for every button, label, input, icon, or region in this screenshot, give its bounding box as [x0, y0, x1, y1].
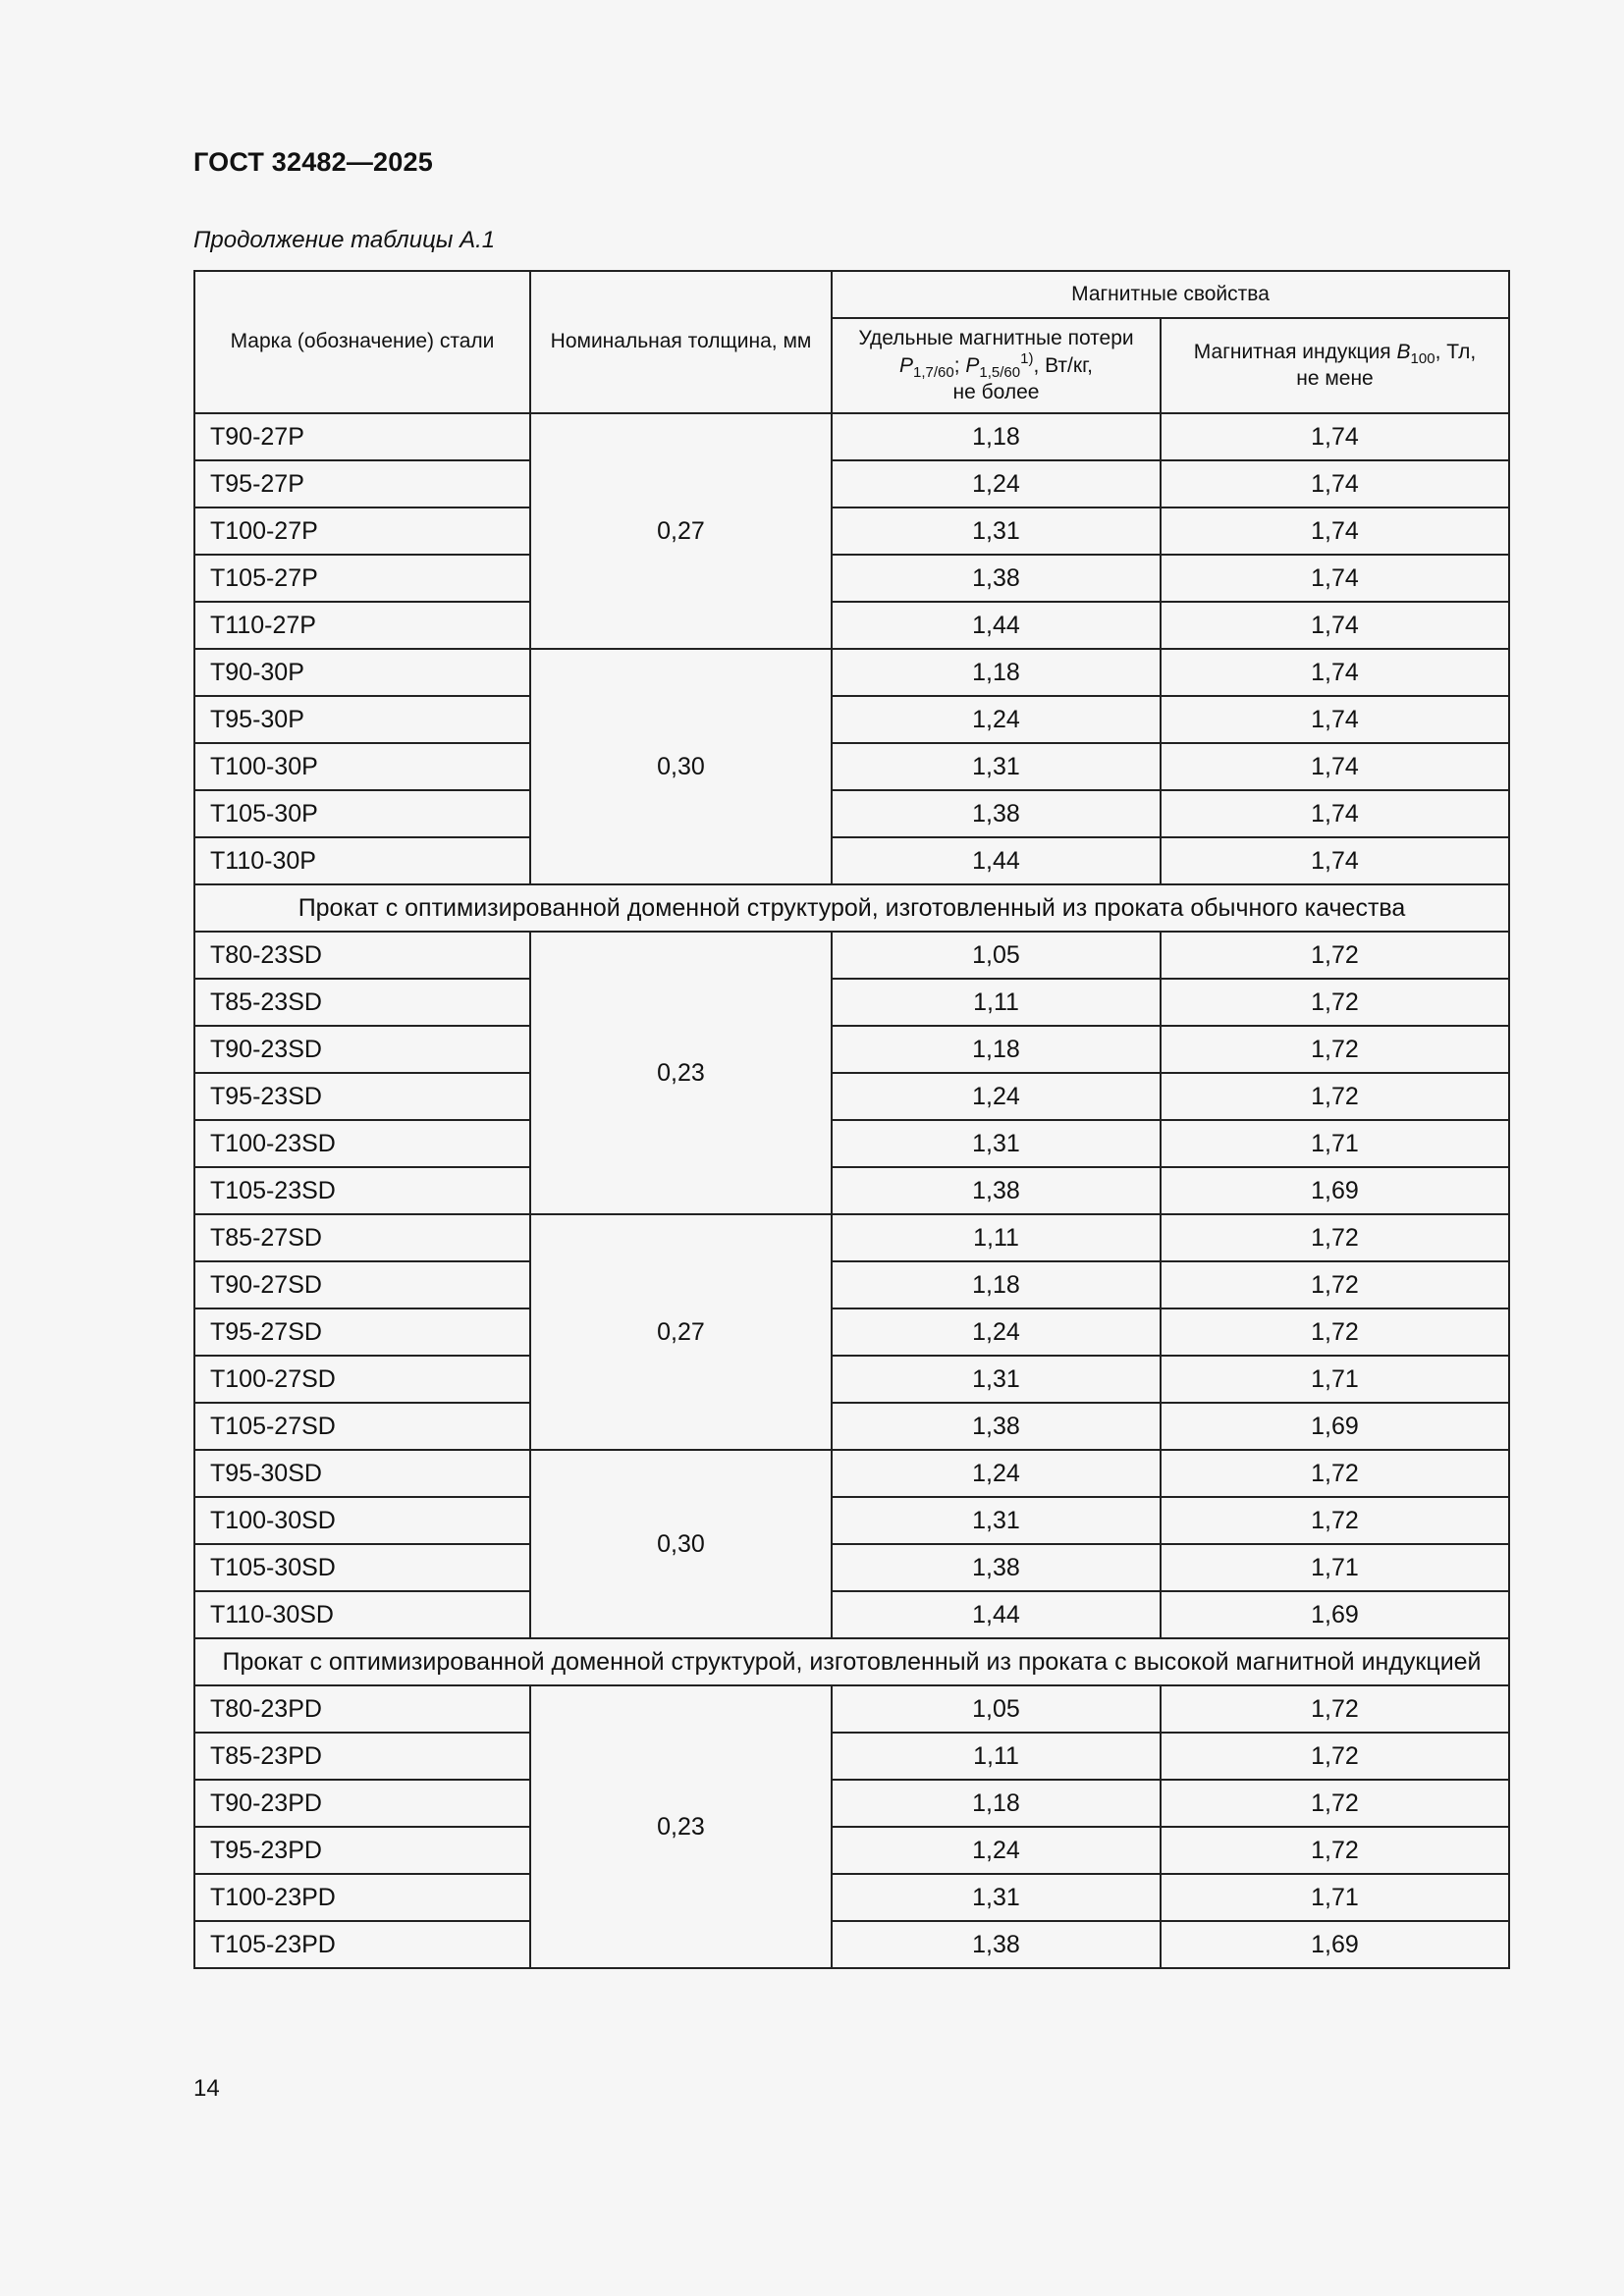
- steel-grade-cell: Т85-27SD: [194, 1214, 530, 1261]
- steel-grade-cell: Т90-23SD: [194, 1026, 530, 1073]
- specific-loss-cell: 1,24: [832, 1308, 1161, 1356]
- steel-grade-cell: Т105-23PD: [194, 1921, 530, 1968]
- steel-properties-table: [193, 270, 1510, 1969]
- steel-grade-cell: Т100-30SD: [194, 1497, 530, 1544]
- steel-grade-cell: Т100-27Р: [194, 507, 530, 555]
- specific-loss-cell: 1,31: [832, 507, 1161, 555]
- specific-loss-cell: 1,24: [832, 696, 1161, 743]
- table-row: [194, 696, 1509, 743]
- steel-grade-cell: Т80-23SD: [194, 932, 530, 979]
- steel-grade-cell: Т105-23SD: [194, 1167, 530, 1214]
- induction-cell: 1,69: [1161, 1167, 1509, 1214]
- steel-grade-cell: Т100-23SD: [194, 1120, 530, 1167]
- specific-loss-cell: 1,31: [832, 1497, 1161, 1544]
- page-number: 14: [193, 2075, 220, 2102]
- specific-loss-cell: 1,44: [832, 602, 1161, 649]
- steel-grade-cell: Т110-27Р: [194, 602, 530, 649]
- induction-cell: 1,74: [1161, 837, 1509, 884]
- specific-loss-cell: 1,05: [832, 932, 1161, 979]
- table-row: [194, 1497, 1509, 1544]
- specific-loss-cell: 1,38: [832, 555, 1161, 602]
- specific-loss-cell: 1,38: [832, 1167, 1161, 1214]
- table-row: [194, 649, 1509, 696]
- specific-loss-cell: 1,38: [832, 1403, 1161, 1450]
- induction-cell: 1,74: [1161, 790, 1509, 837]
- steel-grade-cell: Т100-23PD: [194, 1874, 530, 1921]
- losses-suffix: не более: [952, 381, 1040, 404]
- induction-cell: 1,74: [1161, 555, 1509, 602]
- specific-loss-cell: 1,31: [832, 1356, 1161, 1403]
- specific-loss-cell: 1,24: [832, 460, 1161, 507]
- induction-cell: 1,71: [1161, 1874, 1509, 1921]
- table-row: [194, 1780, 1509, 1827]
- steel-grade-cell: Т95-23SD: [194, 1073, 530, 1120]
- induction-cell: 1,72: [1161, 979, 1509, 1026]
- specific-loss-cell: 1,05: [832, 1685, 1161, 1733]
- steel-grade-cell: Т90-27SD: [194, 1261, 530, 1308]
- induction-cell: 1,72: [1161, 1308, 1509, 1356]
- table-row: [194, 507, 1509, 555]
- table-row: [194, 1921, 1509, 1968]
- steel-grade-cell: Т110-30Р: [194, 837, 530, 884]
- table-row: [194, 1120, 1509, 1167]
- table-row: [194, 979, 1509, 1026]
- document-title: ГОСТ 32482—2025: [193, 147, 433, 177]
- induction-subscript: 100: [1410, 349, 1435, 367]
- section-title: Прокат с оптимизированной доменной структурой, изготовленный из проката обычного качества: [194, 884, 1509, 932]
- specific-loss-cell: 1,24: [832, 1073, 1161, 1120]
- table-row: [194, 1073, 1509, 1120]
- induction-cell: 1,74: [1161, 743, 1509, 790]
- specific-loss-cell: 1,18: [832, 1261, 1161, 1308]
- table-row: [194, 1167, 1509, 1214]
- table-row: [194, 1356, 1509, 1403]
- losses-unit: , Вт/кг,: [1033, 353, 1094, 377]
- induction-cell: 1,72: [1161, 1733, 1509, 1780]
- induction-cell: 1,72: [1161, 1497, 1509, 1544]
- table-row: [194, 790, 1509, 837]
- induction-cell: 1,74: [1161, 507, 1509, 555]
- specific-loss-cell: 1,44: [832, 837, 1161, 884]
- steel-grade-cell: Т95-27Р: [194, 460, 530, 507]
- thickness-cell: 0,27: [530, 413, 832, 649]
- specific-loss-cell: 1,18: [832, 413, 1161, 460]
- induction-cell: 1,74: [1161, 602, 1509, 649]
- section-row: [194, 1638, 1509, 1685]
- losses-footnote: 1): [1020, 349, 1034, 367]
- specific-loss-cell: 1,31: [832, 1874, 1161, 1921]
- thickness-cell: 0,30: [530, 1450, 832, 1638]
- header-magnetic-properties: Магнитные свойства: [832, 271, 1509, 318]
- induction-cell: 1,72: [1161, 1685, 1509, 1733]
- steel-grade-cell: Т105-27SD: [194, 1403, 530, 1450]
- induction-cell: 1,69: [1161, 1403, 1509, 1450]
- steel-grade-cell: Т95-30SD: [194, 1450, 530, 1497]
- steel-grade-cell: Т105-30Р: [194, 790, 530, 837]
- losses-symbol-1: P: [898, 353, 913, 377]
- table-row: [194, 837, 1509, 884]
- steel-grade-cell: Т90-27Р: [194, 413, 530, 460]
- steel-grade-cell: Т105-30SD: [194, 1544, 530, 1591]
- induction-cell: 1,72: [1161, 1026, 1509, 1073]
- table-header-row: [194, 271, 1509, 318]
- header-specific-losses: [832, 318, 1161, 413]
- steel-grade-cell: Т95-23PD: [194, 1827, 530, 1874]
- table-row: [194, 1308, 1509, 1356]
- section-title: Прокат с оптимизированной доменной структурой, изготовленный из проката с высокой магнитной индукцией: [194, 1638, 1509, 1685]
- table-row: [194, 1261, 1509, 1308]
- steel-grade-cell: Т85-23PD: [194, 1733, 530, 1780]
- induction-symbol: B: [1396, 340, 1411, 363]
- steel-grade-cell: Т90-30Р: [194, 649, 530, 696]
- table-row: [194, 1544, 1509, 1591]
- induction-cell: 1,74: [1161, 649, 1509, 696]
- induction-cell: 1,69: [1161, 1921, 1509, 1968]
- steel-grade-cell: Т85-23SD: [194, 979, 530, 1026]
- induction-cell: 1,71: [1161, 1544, 1509, 1591]
- specific-loss-cell: 1,24: [832, 1827, 1161, 1874]
- table-row: [194, 602, 1509, 649]
- steel-grade-cell: Т110-30SD: [194, 1591, 530, 1638]
- steel-grade-cell: Т80-23PD: [194, 1685, 530, 1733]
- table-caption: Продолжение таблицы А.1: [193, 227, 496, 253]
- induction-cell: 1,69: [1161, 1591, 1509, 1638]
- steel-grade-cell: Т95-27SD: [194, 1308, 530, 1356]
- table-row: [194, 555, 1509, 602]
- specific-loss-cell: 1,11: [832, 979, 1161, 1026]
- induction-cell: 1,74: [1161, 460, 1509, 507]
- induction-cell: 1,72: [1161, 1261, 1509, 1308]
- induction-cell: 1,71: [1161, 1120, 1509, 1167]
- table-row: [194, 1685, 1509, 1733]
- induction-unit: , Тл,: [1435, 340, 1477, 363]
- induction-suffix: не мене: [1296, 367, 1374, 391]
- losses-separator: ;: [953, 353, 966, 377]
- specific-loss-cell: 1,38: [832, 1544, 1161, 1591]
- losses-subscript-1: 1,7/60: [912, 363, 954, 381]
- specific-loss-cell: 1,18: [832, 649, 1161, 696]
- induction-cell: 1,72: [1161, 1214, 1509, 1261]
- specific-loss-cell: 1,18: [832, 1780, 1161, 1827]
- specific-loss-cell: 1,31: [832, 1120, 1161, 1167]
- induction-cell: 1,72: [1161, 1073, 1509, 1120]
- section-row: [194, 884, 1509, 932]
- table-row: [194, 1450, 1509, 1497]
- table-row: [194, 1214, 1509, 1261]
- thickness-cell: 0,23: [530, 932, 832, 1214]
- header-magnetic-induction: [1161, 318, 1509, 413]
- induction-cell: 1,72: [1161, 1450, 1509, 1497]
- table-row: [194, 932, 1509, 979]
- specific-loss-cell: 1,18: [832, 1026, 1161, 1073]
- specific-loss-cell: 1,38: [832, 790, 1161, 837]
- steel-grade-cell: Т95-30Р: [194, 696, 530, 743]
- induction-cell: 1,74: [1161, 696, 1509, 743]
- induction-cell: 1,72: [1161, 1780, 1509, 1827]
- induction-cell: 1,71: [1161, 1356, 1509, 1403]
- table-row: [194, 1591, 1509, 1638]
- induction-cell: 1,72: [1161, 932, 1509, 979]
- table-row: [194, 1403, 1509, 1450]
- specific-loss-cell: 1,24: [832, 1450, 1161, 1497]
- thickness-cell: 0,23: [530, 1685, 832, 1968]
- steel-grade-cell: Т105-27Р: [194, 555, 530, 602]
- thickness-cell: 0,30: [530, 649, 832, 884]
- table-row: [194, 1874, 1509, 1921]
- losses-symbol-2: P: [965, 353, 980, 377]
- induction-cell: 1,72: [1161, 1827, 1509, 1874]
- specific-loss-cell: 1,31: [832, 743, 1161, 790]
- steel-grade-cell: Т90-23PD: [194, 1780, 530, 1827]
- header-grade: Марка (обозначение) стали: [194, 271, 530, 413]
- steel-grade-cell: Т100-27SD: [194, 1356, 530, 1403]
- table-row: [194, 1827, 1509, 1874]
- table-row: [194, 743, 1509, 790]
- specific-loss-cell: 1,11: [832, 1733, 1161, 1780]
- losses-subscript-2: 1,5/60: [979, 363, 1021, 381]
- specific-loss-cell: 1,44: [832, 1591, 1161, 1638]
- losses-prefix: Удельные магнитные потери: [858, 326, 1134, 349]
- specific-loss-cell: 1,11: [832, 1214, 1161, 1261]
- specific-loss-cell: 1,38: [832, 1921, 1161, 1968]
- table-row: [194, 1733, 1509, 1780]
- thickness-cell: 0,27: [530, 1214, 832, 1450]
- table-row: [194, 413, 1509, 460]
- steel-grade-cell: Т100-30Р: [194, 743, 530, 790]
- induction-cell: 1,74: [1161, 413, 1509, 460]
- header-thickness: Номинальная толщина, мм: [530, 271, 832, 413]
- induction-prefix: Магнитная индукция: [1193, 340, 1397, 363]
- table-row: [194, 460, 1509, 507]
- table-row: [194, 1026, 1509, 1073]
